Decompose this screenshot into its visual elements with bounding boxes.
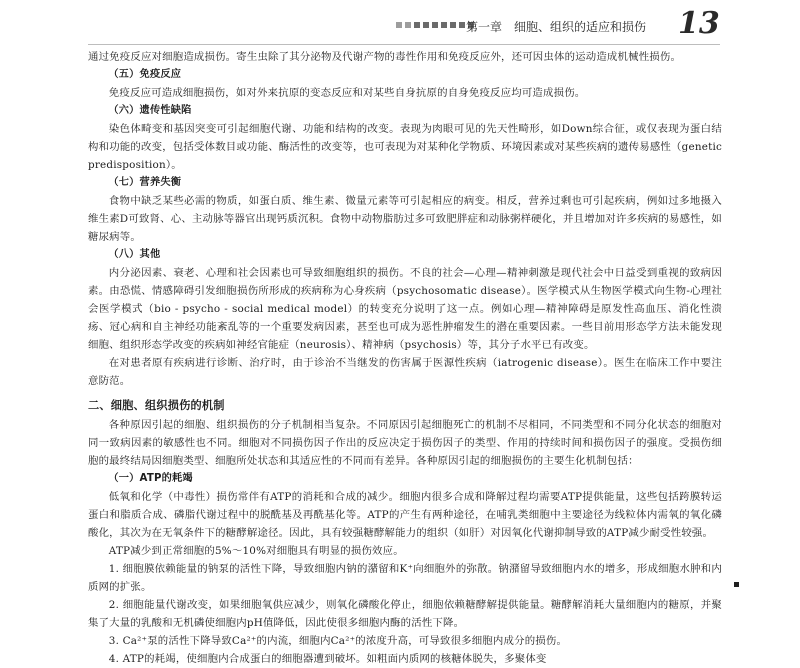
margin-mark [734, 582, 739, 587]
paragraph: ATP减少到正常细胞的5%～10%对细胞具有明显的损伤效应。 [108, 545, 404, 557]
subsection-heading: （七）营养失衡 [108, 177, 182, 188]
body-text [88, 48, 722, 668]
paragraph: 在对患者原有疾病进行诊断、治疗时，由于诊治不当继发的伤害属于医源性疾病（iatrogenic disease）。医生在临床工作中要注意防范。 [88, 357, 722, 387]
paragraph: 食物中缺乏某些必需的物质，如蛋白质、维生素、微量元素等可引起相应的病变。相反，营养过剩也可引起疾病，例如过多地摄入维生素D可致肾、心、主动脉等器官出现钙质沉积。食物中动物脂肪过多可致肥胖症和动脉粥样硬化，并且增加对许多疾病的易感性，如糖尿病等。 [88, 195, 722, 243]
section-heading: 二、细胞、组织损伤的机制 [88, 399, 225, 412]
list-item: 1. 细胞膜依赖能量的钠泵的活性下降，导致细胞内钠的潴留和K⁺向细胞外的弥散。钠潴留导致细胞内水的增多，形成细胞水肿和内质网的扩张。 [88, 563, 722, 593]
list-item: 4. ATP的耗竭，使细胞内合成蛋白的细胞器遭到破坏。如粗面内质网的核糖体脱失，多聚体变 [108, 653, 547, 665]
page-number: 13 [678, 6, 720, 41]
paragraph: 免疫反应可造成细胞损伤，如对外来抗原的变态反应和对某些自身抗原的自身免疫反应均可造成损伤。 [108, 87, 586, 99]
list-item: 2. 细胞能量代谢改变，如果细胞氧供应减少，则氧化磷酸化停止，细胞依赖糖酵解提供能量。糖酵解消耗大量细胞内的糖原，并聚集了大量的乳酸和无机磷使细胞内pH值降低，因此使很多细胞内酶的活性下降。 [88, 599, 722, 629]
list-item: 3. Ca²⁺泵的活性下降导致Ca²⁺的内流，细胞内Ca²⁺的浓度升高，可导致很多细胞内成分的损伤。 [108, 635, 568, 647]
chapter-title: 第一章 细胞、组织的适应和损伤 [466, 20, 647, 34]
paragraph: 染色体畸变和基因突变可引起细胞代谢、功能和结构的改变。表现为肉眼可见的先天性畸形，如Down综合征，或仅表现为蛋白结构和功能的改变，包括受体数目或功能、酶活性的改变等，也可表现为对某种化学物质、环境因素或对某些疾病的遗传易感性（genetic predisposition）。 [88, 123, 722, 171]
paragraph: 内分泌因素、衰老、心理和社会因素也可导致细胞组织的损伤。不良的社会—心理—精神刺激是现代社会中日益受到重视的致病因素。由恐慌、情感障碍引发细胞损伤所形成的疾病称为心身疾病（psychosomatic disease）。医学模式从生物医学模式向生物-心理社会医学模式（bio - psycho - social medical model）的转变充分说明了这一点。例如心理—精神障碍是原发性高血压、消化性溃疡、冠心病和自主神经功能紊乱等的一个重要发病因素，甚至也可成为恶性肿瘤发生的潜在重要因素。一些目前用形态学方法未能发现细胞、组织形态学改变的疾病如神经官能症（neurosis）、精神病（psychosis）等，其分子水平已有改变。 [88, 267, 722, 351]
header-rule [88, 44, 720, 45]
paragraph: 低氧和化学（中毒性）损伤常伴有ATP的消耗和合成的减少。细胞内很多合成和降解过程均需要ATP提供能量，这些包括跨膜转运蛋白和脂质合成、磷脂代谢过程中的脱酰基及再酰基化等。ATP的产生有两种途径，在哺乳类细胞中主要途径为线粒体内需氧的氧化磷酸化，其次为在无氧条件下的糖酵解途径。因此，具有较强糖酵解能力的组织（如肝）对因氧化代谢抑制导致的ATP减少耐受性较强。 [88, 491, 722, 539]
subsection-heading: （五）免疫反应 [108, 69, 182, 80]
subsection-heading: （六）遗传性缺陷 [108, 105, 192, 116]
subsection-heading: （一）ATP的耗竭 [108, 473, 193, 484]
running-header [0, 0, 800, 46]
paragraph: 各种原因引起的细胞、组织损伤的分子机制相当复杂。不同原因引起细胞死亡的机制不尽相同，不同类型和不同分化状态的细胞对同一致病因素的敏感性也不同。细胞对不同损伤因子作出的反应决定于损伤因子的类型、作用的持续时间和损伤因子的强度。受损伤细胞的最终结局因细胞类型、细胞所处状态和其适应性的不同而有差异。各种原因引起的细胞损伤的主要生化机制包括： [88, 419, 722, 467]
subsection-heading: （八）其他 [108, 249, 161, 260]
header-decoration [396, 22, 474, 28]
paragraph: 通过免疫反应对细胞造成损伤。寄生虫除了其分泌物及代谢产物的毒性作用和免疫反应外，还可因虫体的运动造成机械性损伤。 [88, 51, 682, 63]
